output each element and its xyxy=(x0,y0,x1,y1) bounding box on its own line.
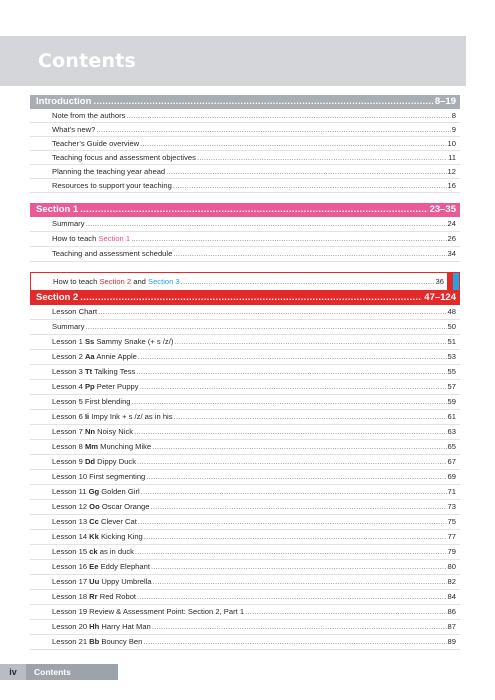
lesson-letters: Kk xyxy=(89,532,99,541)
toc-entry[interactable] xyxy=(30,545,460,560)
dot-leader xyxy=(98,305,446,319)
toc-entry[interactable] xyxy=(30,560,460,575)
entry-label: Planning the teaching year ahead xyxy=(52,167,166,176)
entry-label xyxy=(52,455,136,469)
toc-entry[interactable] xyxy=(30,109,460,123)
entry-label-prefix: Lesson 12 xyxy=(52,502,90,511)
dot-leader xyxy=(173,179,447,192)
entry-page: 16 xyxy=(447,181,456,190)
toc-entry[interactable] xyxy=(30,305,460,320)
entry-label-suffix: as in duck xyxy=(97,547,134,556)
dot-leader xyxy=(80,203,427,217)
dot-leader xyxy=(138,515,447,529)
dot-leader xyxy=(138,350,447,364)
entry-label-prefix: How to teach xyxy=(52,234,99,243)
entry-page: 24 xyxy=(447,219,456,228)
toc-entry[interactable] xyxy=(30,335,460,350)
section-2-highlight: Section 2 xyxy=(99,277,132,286)
toc-entry[interactable] xyxy=(30,320,460,335)
entry-label xyxy=(52,605,244,619)
toc-entry-how-to-teach-section-2-3[interactable] xyxy=(30,272,460,291)
entry-label-prefix: Lesson 6 xyxy=(52,412,85,421)
section-pages: 8–19 xyxy=(434,96,456,107)
entry-page: 48 xyxy=(447,307,456,316)
entry-label-suffix: Annie Apple xyxy=(94,352,137,361)
entry-label xyxy=(52,620,151,634)
entry-page: 55 xyxy=(447,367,456,376)
entry-page: 12 xyxy=(447,167,456,176)
section-3-highlight: Section 3 xyxy=(148,277,180,286)
dot-leader xyxy=(93,95,432,109)
entry-label xyxy=(52,232,130,246)
entry-label-prefix: Lesson Chart xyxy=(52,307,98,316)
entry-label-suffix: Noisy Nick xyxy=(95,427,134,436)
entry-label-suffix: Red Robot xyxy=(97,592,137,601)
entry-label xyxy=(52,545,134,559)
entry-label-suffix: Peter Puppy xyxy=(94,382,139,391)
entry-label xyxy=(52,350,137,364)
entry-label-prefix: Lesson 1 xyxy=(52,337,85,346)
entry-label-suffix: Bouncy Ben xyxy=(99,637,143,646)
dot-leader xyxy=(152,440,446,454)
entry-label-prefix: Lesson 11 xyxy=(52,487,89,496)
entry-label xyxy=(52,590,136,604)
entry-page: 57 xyxy=(447,382,456,391)
entry-page: 86 xyxy=(447,607,456,616)
entry-label xyxy=(52,575,152,589)
toc-entry[interactable] xyxy=(30,470,460,485)
entry-label xyxy=(52,530,143,544)
toc-entry[interactable] xyxy=(30,179,460,193)
toc-section-1[interactable] xyxy=(30,203,460,217)
entry-page: 77 xyxy=(447,532,456,541)
lesson-letters: Uu xyxy=(89,577,100,586)
toc-entry[interactable] xyxy=(30,247,460,262)
lesson-letters: Mm xyxy=(84,442,99,451)
toc-entry[interactable] xyxy=(30,425,460,440)
dot-leader xyxy=(174,410,447,424)
toc-entry[interactable] xyxy=(30,123,460,137)
entry-label-prefix: Lesson 8 xyxy=(52,442,85,451)
toc-section-2[interactable] xyxy=(30,291,460,305)
entry-label-prefix: Lesson 16 xyxy=(52,562,90,571)
toc-entry[interactable] xyxy=(30,530,460,545)
entry-page: 75 xyxy=(447,517,456,526)
entry-label xyxy=(52,425,133,439)
lesson-letters: Rr xyxy=(89,592,98,601)
entry-label-prefix: Lesson 14 xyxy=(52,532,90,541)
section-label: Section 2 xyxy=(36,292,79,303)
lesson-letters: Ee xyxy=(89,562,99,571)
dot-leader xyxy=(144,530,447,544)
entry-label-prefix: Summary xyxy=(52,322,85,331)
entry-label-prefix: Lesson 21 xyxy=(52,637,90,646)
entry-label-suffix: Uppy Umbrella xyxy=(99,577,152,586)
entry-label-suffix: Eddy Elephant xyxy=(98,562,150,571)
entry-label xyxy=(52,320,85,334)
dot-leader xyxy=(143,635,446,649)
entry-label-prefix: Lesson 2 xyxy=(52,352,85,361)
toc-entry[interactable] xyxy=(30,232,460,247)
entry-label-suffix: Clever Cat xyxy=(98,517,137,526)
entry-page: 73 xyxy=(447,502,456,511)
dot-leader xyxy=(197,151,447,164)
entry-page: 61 xyxy=(447,412,456,421)
dot-leader xyxy=(137,455,447,469)
lesson-letters: Ss xyxy=(84,337,95,346)
lesson-letters: Ii xyxy=(84,412,90,421)
lesson-letters: Hh xyxy=(89,622,100,631)
lesson-letters: Dd xyxy=(84,457,96,466)
toc-entry[interactable] xyxy=(30,137,460,151)
dot-leader xyxy=(137,590,447,604)
entry-label: Teacher’s Guide overview xyxy=(52,139,140,148)
entry-label: Teaching and assessment schedule xyxy=(52,249,173,258)
toc-entry[interactable] xyxy=(30,217,460,232)
dot-leader xyxy=(245,605,446,619)
toc-entry[interactable] xyxy=(30,575,460,590)
dot-leader xyxy=(141,485,447,499)
lesson-letters: Gg xyxy=(88,487,100,496)
toc-entry[interactable] xyxy=(30,165,460,179)
dot-leader xyxy=(151,560,447,574)
lesson-letters: Cc xyxy=(89,517,99,526)
entry-label-prefix: Lesson 9 xyxy=(52,457,85,466)
entry-page: 34 xyxy=(447,249,456,258)
table-of-contents xyxy=(30,95,460,650)
dot-leader xyxy=(173,247,446,261)
lesson-letters: Nn xyxy=(84,427,96,436)
toc-entry[interactable] xyxy=(30,485,460,500)
entry-label-suffix: Talking Tess xyxy=(92,367,136,376)
entry-label-prefix: Lesson 19 Review & Assessment Point: Section 2, Part 1 xyxy=(52,607,245,616)
entry-label: Resources to support your teaching xyxy=(52,181,172,190)
dot-leader xyxy=(80,291,422,305)
dot-leader xyxy=(174,335,446,349)
entry-page: 65 xyxy=(447,442,456,451)
entry-page: 9 xyxy=(451,125,456,134)
entry-label xyxy=(52,470,145,484)
entry-label-prefix: Lesson 18 xyxy=(52,592,90,601)
dot-leader xyxy=(134,425,447,439)
entry-label-prefix: Lesson 17 xyxy=(52,577,90,586)
toc-section-introduction[interactable] xyxy=(30,95,460,109)
dot-leader xyxy=(146,470,446,484)
toc-entry[interactable] xyxy=(30,440,460,455)
entry-label-prefix: Lesson 3 xyxy=(52,367,85,376)
entry-label-prefix: Lesson 7 xyxy=(52,427,85,436)
dot-leader xyxy=(152,620,447,634)
entry-label xyxy=(52,560,150,574)
dot-leader xyxy=(181,277,435,286)
entry-label-prefix: Lesson 10 First segmenting xyxy=(52,472,146,481)
entry-label-prefix: Lesson 4 xyxy=(52,382,85,391)
dot-leader xyxy=(140,380,447,394)
dot-leader xyxy=(166,165,446,178)
entry-label-and: and xyxy=(131,277,148,286)
entry-label xyxy=(52,440,151,454)
entry-page: 59 xyxy=(447,397,456,406)
lesson-letters: Tt xyxy=(84,367,93,376)
page-folio: iv xyxy=(0,664,26,680)
entry-page: 11 xyxy=(448,153,456,162)
toc-entry[interactable] xyxy=(30,620,460,635)
dot-leader xyxy=(153,575,447,589)
dot-leader xyxy=(96,123,450,136)
section-3-color-tab xyxy=(453,273,459,290)
entry-label xyxy=(52,410,173,424)
entry-page: 36 xyxy=(435,277,444,286)
dot-leader xyxy=(140,137,446,150)
entry-page: 50 xyxy=(447,322,456,331)
entry-label: What’s new? xyxy=(52,125,96,134)
dot-leader xyxy=(131,232,446,246)
entry-label xyxy=(52,335,173,349)
footer-title: Contents xyxy=(34,667,71,677)
entry-label xyxy=(52,395,131,409)
entry-label xyxy=(52,485,140,499)
entry-label-suffix: Harry Hat Man xyxy=(99,622,151,631)
toc-entry[interactable] xyxy=(30,605,460,620)
dot-leader xyxy=(136,365,446,379)
toc-entry[interactable] xyxy=(30,500,460,515)
entry-label: Note from the authors xyxy=(52,111,126,120)
section-2-entries xyxy=(30,305,460,650)
lesson-letters: Bb xyxy=(89,637,100,646)
entry-label-suffix: Impy Ink + s /z/ as in his xyxy=(89,412,173,421)
page-title: Contents xyxy=(38,50,137,72)
entry-page: 87 xyxy=(447,622,456,631)
lesson-letters: Oo xyxy=(89,502,100,511)
entry-label-suffix: Oscar Orange xyxy=(99,502,150,511)
entry-label-suffix: Sammy Snake (+ s /z/) xyxy=(94,337,174,346)
entry-page: 69 xyxy=(447,472,456,481)
toc-entry[interactable] xyxy=(30,635,460,650)
toc-entry[interactable] xyxy=(30,455,460,470)
entry-page: 26 xyxy=(447,234,456,243)
toc-entry[interactable] xyxy=(30,350,460,365)
dot-leader xyxy=(151,500,447,514)
section-label: Section 1 xyxy=(36,204,79,215)
entry-label-prefix: Lesson 13 xyxy=(52,517,90,526)
entry-label xyxy=(52,635,142,649)
entry-label-suffix: Kicking King xyxy=(98,532,143,541)
lesson-letters: Aa xyxy=(84,352,95,361)
entry-page: 89 xyxy=(447,637,456,646)
entry-label-prefix: Lesson 5 First blending xyxy=(52,397,131,406)
entry-label xyxy=(52,500,150,514)
page-footer xyxy=(0,664,118,680)
toc-entry[interactable] xyxy=(30,410,460,425)
toc-entry[interactable] xyxy=(30,395,460,410)
entry-label-prefix: Lesson 20 xyxy=(52,622,90,631)
entry-page: 8 xyxy=(451,111,456,120)
section-pages: 23–35 xyxy=(429,204,456,215)
entry-page: 51 xyxy=(447,337,456,346)
entry-page: 82 xyxy=(447,577,456,586)
section-1-highlight: Section 1 xyxy=(98,234,131,243)
entry-label xyxy=(52,515,137,529)
entry-label xyxy=(52,380,139,394)
dot-leader xyxy=(86,320,447,334)
toc-entry[interactable] xyxy=(30,515,460,530)
entry-label-prefix: Lesson 15 xyxy=(52,547,90,556)
entry-label: Summary xyxy=(52,219,85,228)
toc-entry[interactable] xyxy=(30,151,460,165)
dot-leader xyxy=(132,395,447,409)
dot-leader xyxy=(135,545,447,559)
entry-label xyxy=(53,277,180,286)
entry-label-suffix: Golden Girl xyxy=(99,487,140,496)
entry-label xyxy=(52,365,135,379)
entry-label xyxy=(52,305,97,319)
entry-label-prefix: How to teach xyxy=(53,277,100,286)
entry-label-suffix: Dippy Duck xyxy=(95,457,136,466)
dot-leader xyxy=(86,217,447,231)
toc-entry[interactable] xyxy=(30,380,460,395)
entry-page: 71 xyxy=(447,487,456,496)
entry-page: 10 xyxy=(447,139,456,148)
entry-page: 80 xyxy=(447,562,456,571)
toc-entry[interactable] xyxy=(30,365,460,380)
section-pages: 47–124 xyxy=(424,292,456,303)
section-label: Introduction xyxy=(36,96,92,107)
entry-page: 63 xyxy=(447,427,456,436)
lesson-letters: ck xyxy=(89,547,98,556)
entry-label: Teaching focus and assessment objectives xyxy=(52,153,196,162)
entry-page: 79 xyxy=(447,547,456,556)
entry-page: 53 xyxy=(447,352,456,361)
entry-page: 84 xyxy=(447,592,456,601)
entry-page: 67 xyxy=(447,457,456,466)
dot-leader xyxy=(126,109,450,122)
toc-entry[interactable] xyxy=(30,590,460,605)
entry-label-suffix: Munching Mike xyxy=(98,442,152,451)
lesson-letters: Pp xyxy=(84,382,95,391)
